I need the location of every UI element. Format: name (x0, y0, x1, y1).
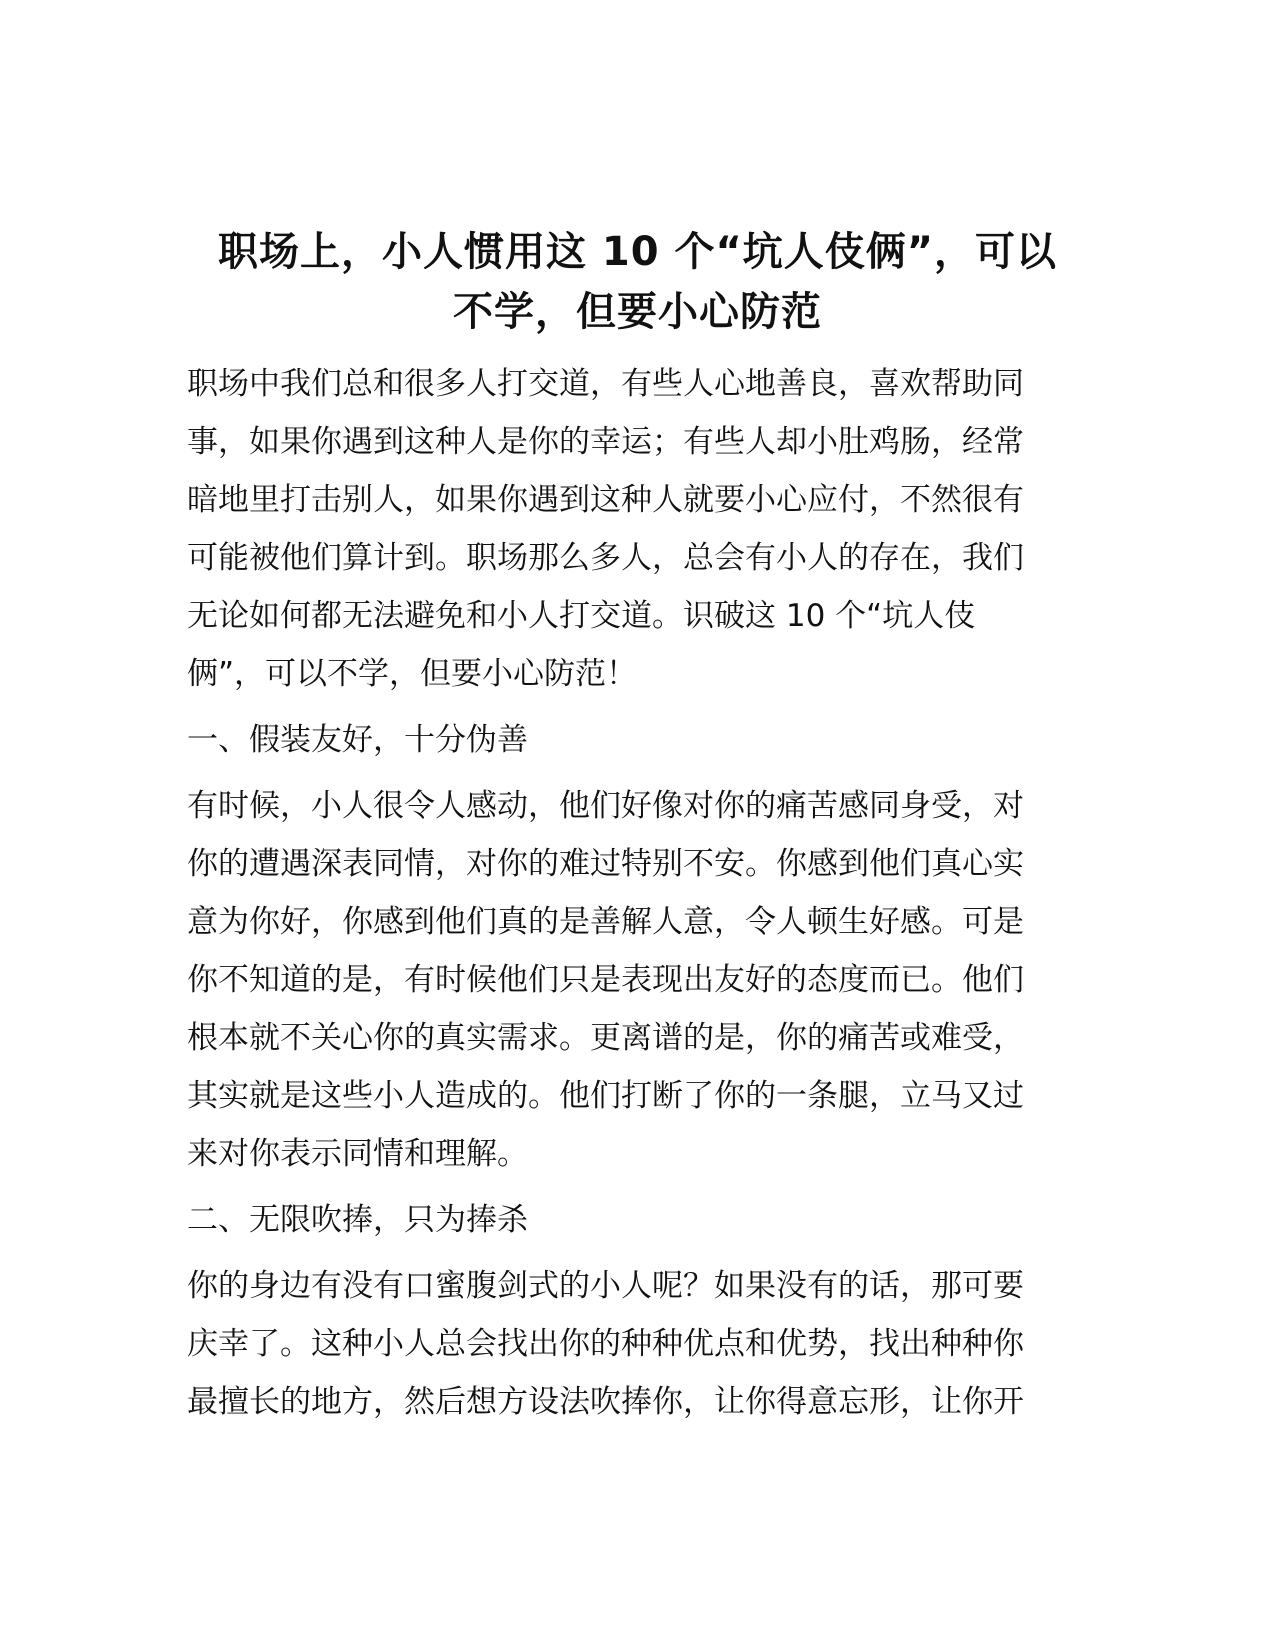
text-line: 无论如何都无法避免和小人打交道。识破这 10 个“坑人伎 (187, 598, 976, 634)
text-line: 你的身边有没有口蜜腹剑式的小人呢？如果没有的话，那可要 (187, 1268, 1024, 1304)
text-line: 可能被他们算计到。职场那么多人，总会有小人的存在，我们 (187, 540, 1024, 576)
title-line: 不学，但要小心防范 (453, 289, 822, 335)
document-body (187, 355, 1087, 1439)
intro-paragraph (187, 355, 1087, 703)
section-2-heading: 二、无限吹捧，只为捧杀 (187, 1202, 528, 1238)
text-line: 最擅长的地方，然后想方设法吹捧你，让你得意忘形，让你开 (187, 1384, 1024, 1420)
text-line: 根本就不关心你的真实需求。更离谱的是，你的痛苦或难受， (187, 1020, 1024, 1056)
text-line: 来对你表示同情和理解。 (187, 1136, 528, 1172)
text-line: 暗地里打击别人，如果你遇到这种人就要小心应付，不然很有 (187, 482, 1024, 518)
text-line: 意为你好，你感到他们真的是善解人意，令人顿生好感。可是 (187, 904, 1024, 940)
text-line: 庆幸了。这种小人总会找出你的种种优点和优势，找出种种你 (187, 1326, 1024, 1362)
section-1-heading: 一、假装友好，十分伪善 (187, 722, 528, 758)
section-2-paragraph (187, 1257, 1087, 1431)
section-1-paragraph (187, 777, 1087, 1183)
text-line: 事，如果你遇到这种人是你的幸运；有些人却小肚鸡肠，经常 (187, 424, 1024, 460)
document-title (150, 222, 1125, 342)
text-line: 你的遭遇深表同情，对你的难过特别不安。你感到他们真心实 (187, 846, 1024, 882)
title-line: 职场上，小人惯用这 10 个“坑人伎俩”，可以 (217, 229, 1058, 275)
text-line: 俩”，可以不学，但要小心防范！ (187, 656, 638, 692)
text-line: 其实就是这些小人造成的。他们打断了你的一条腿，立马又过 (187, 1078, 1024, 1114)
text-line: 有时候，小人很令人感动，他们好像对你的痛苦感同身受，对 (187, 788, 1024, 824)
text-line: 职场中我们总和很多人打交道，有些人心地善良，喜欢帮助同 (187, 366, 1024, 402)
text-line: 你不知道的是，有时候他们只是表现出友好的态度而已。他们 (187, 962, 1024, 998)
